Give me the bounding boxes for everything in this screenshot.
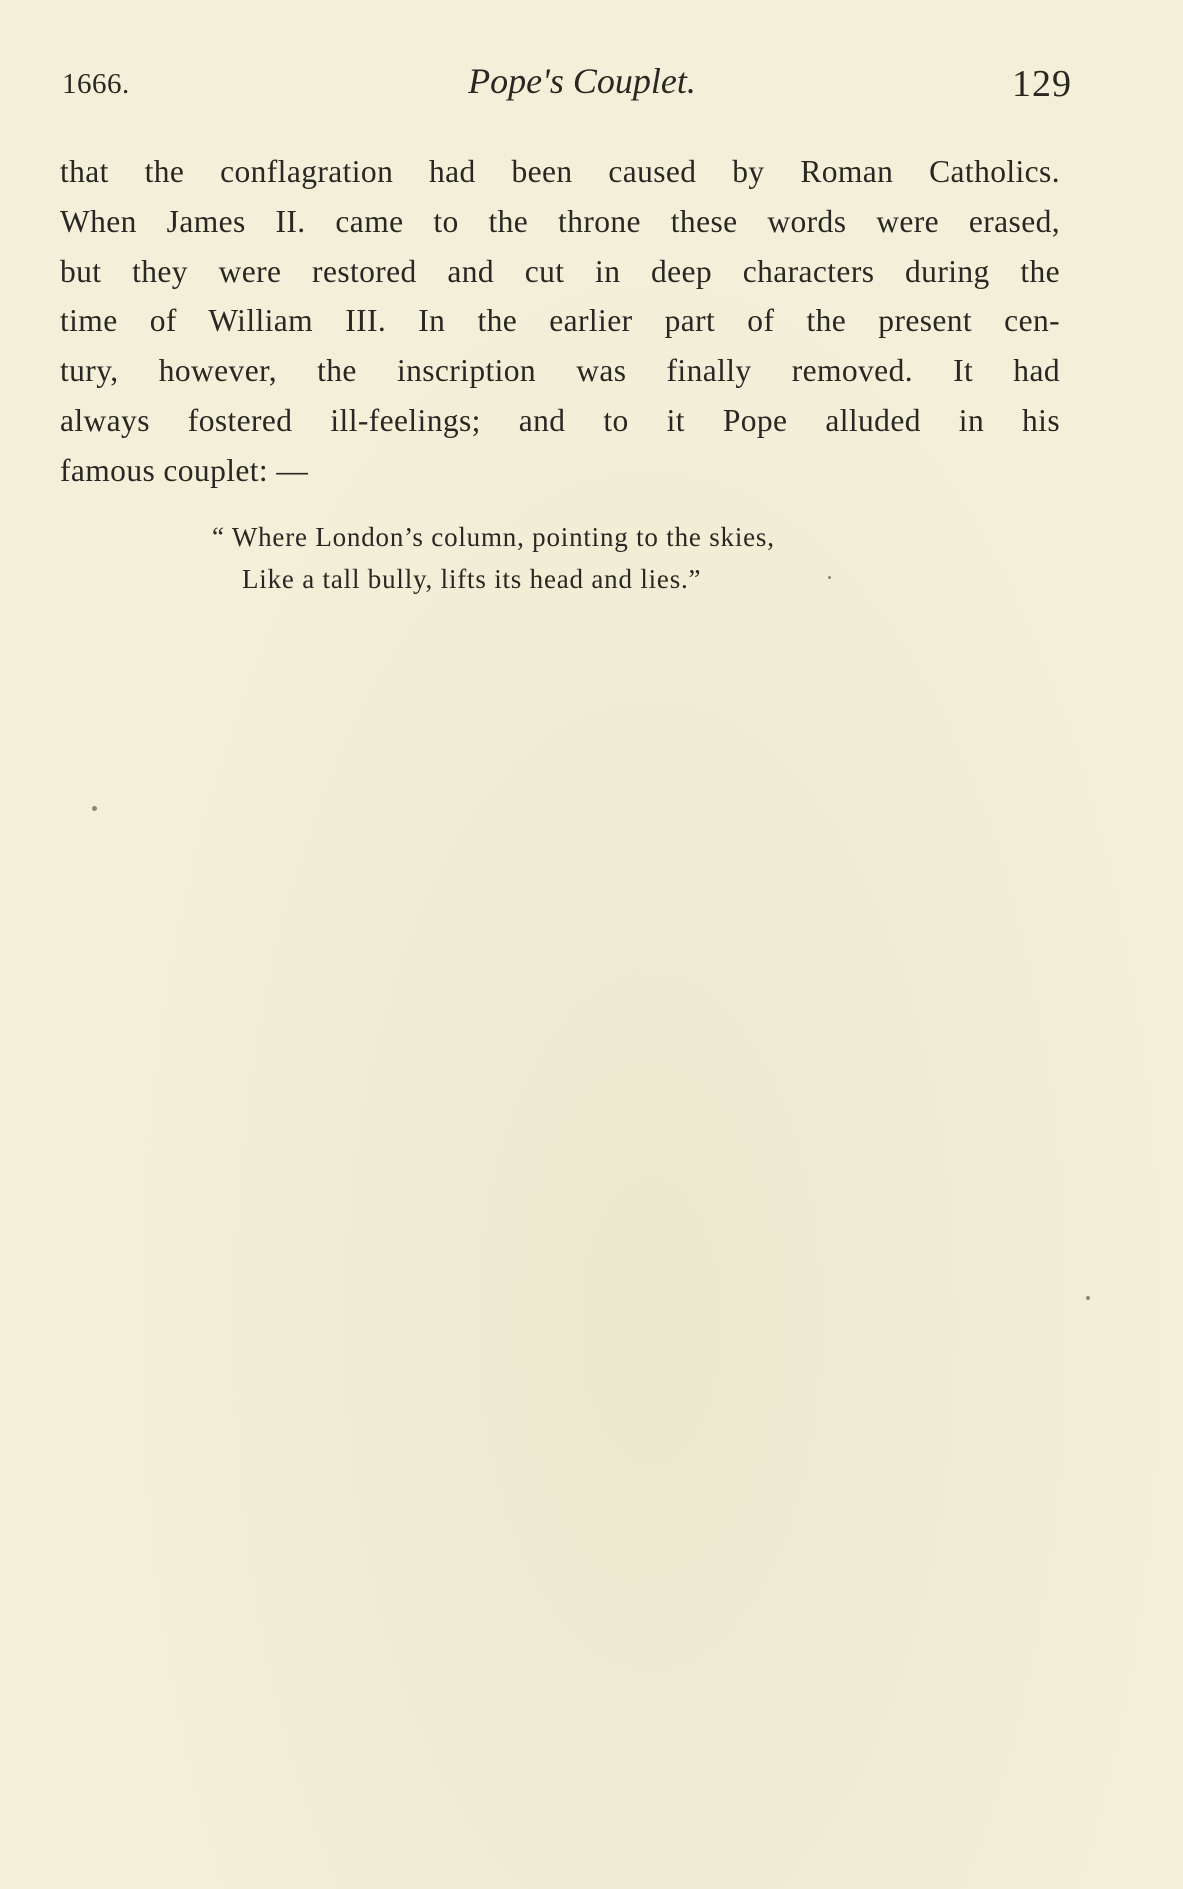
body-paragraph	[60, 147, 1060, 496]
page-number: 129	[1012, 63, 1072, 105]
running-head	[62, 60, 1072, 110]
quotation-line: “ Where London’s column, pointing to the skies,	[212, 522, 775, 552]
running-head-title: Pope's Couplet.	[468, 61, 696, 101]
text-line: tury, however, the inscription was finally removed. It had	[60, 353, 1060, 389]
text-line: famous couplet: —	[60, 452, 309, 488]
paper-speck	[1086, 1296, 1090, 1300]
text-line: always fostered ill-feelings; and to it Pope alluded in his	[60, 402, 1060, 438]
text-line: When James II. came to the throne these words were erased,	[60, 203, 1060, 239]
paper-speck	[828, 576, 831, 579]
text-line: time of William III. In the earlier part of the present cen-	[60, 303, 1060, 339]
text-line: but they were restored and cut in deep characters during the	[60, 253, 1060, 289]
running-head-year: 1666.	[62, 68, 130, 100]
paper-speck	[92, 806, 97, 811]
block-quotation	[212, 516, 952, 600]
text-line: that the conflagration had been caused by Roman Catholics.	[60, 154, 1060, 189]
quotation-line: Like a tall bully, lifts its head and lies.”	[242, 564, 702, 594]
